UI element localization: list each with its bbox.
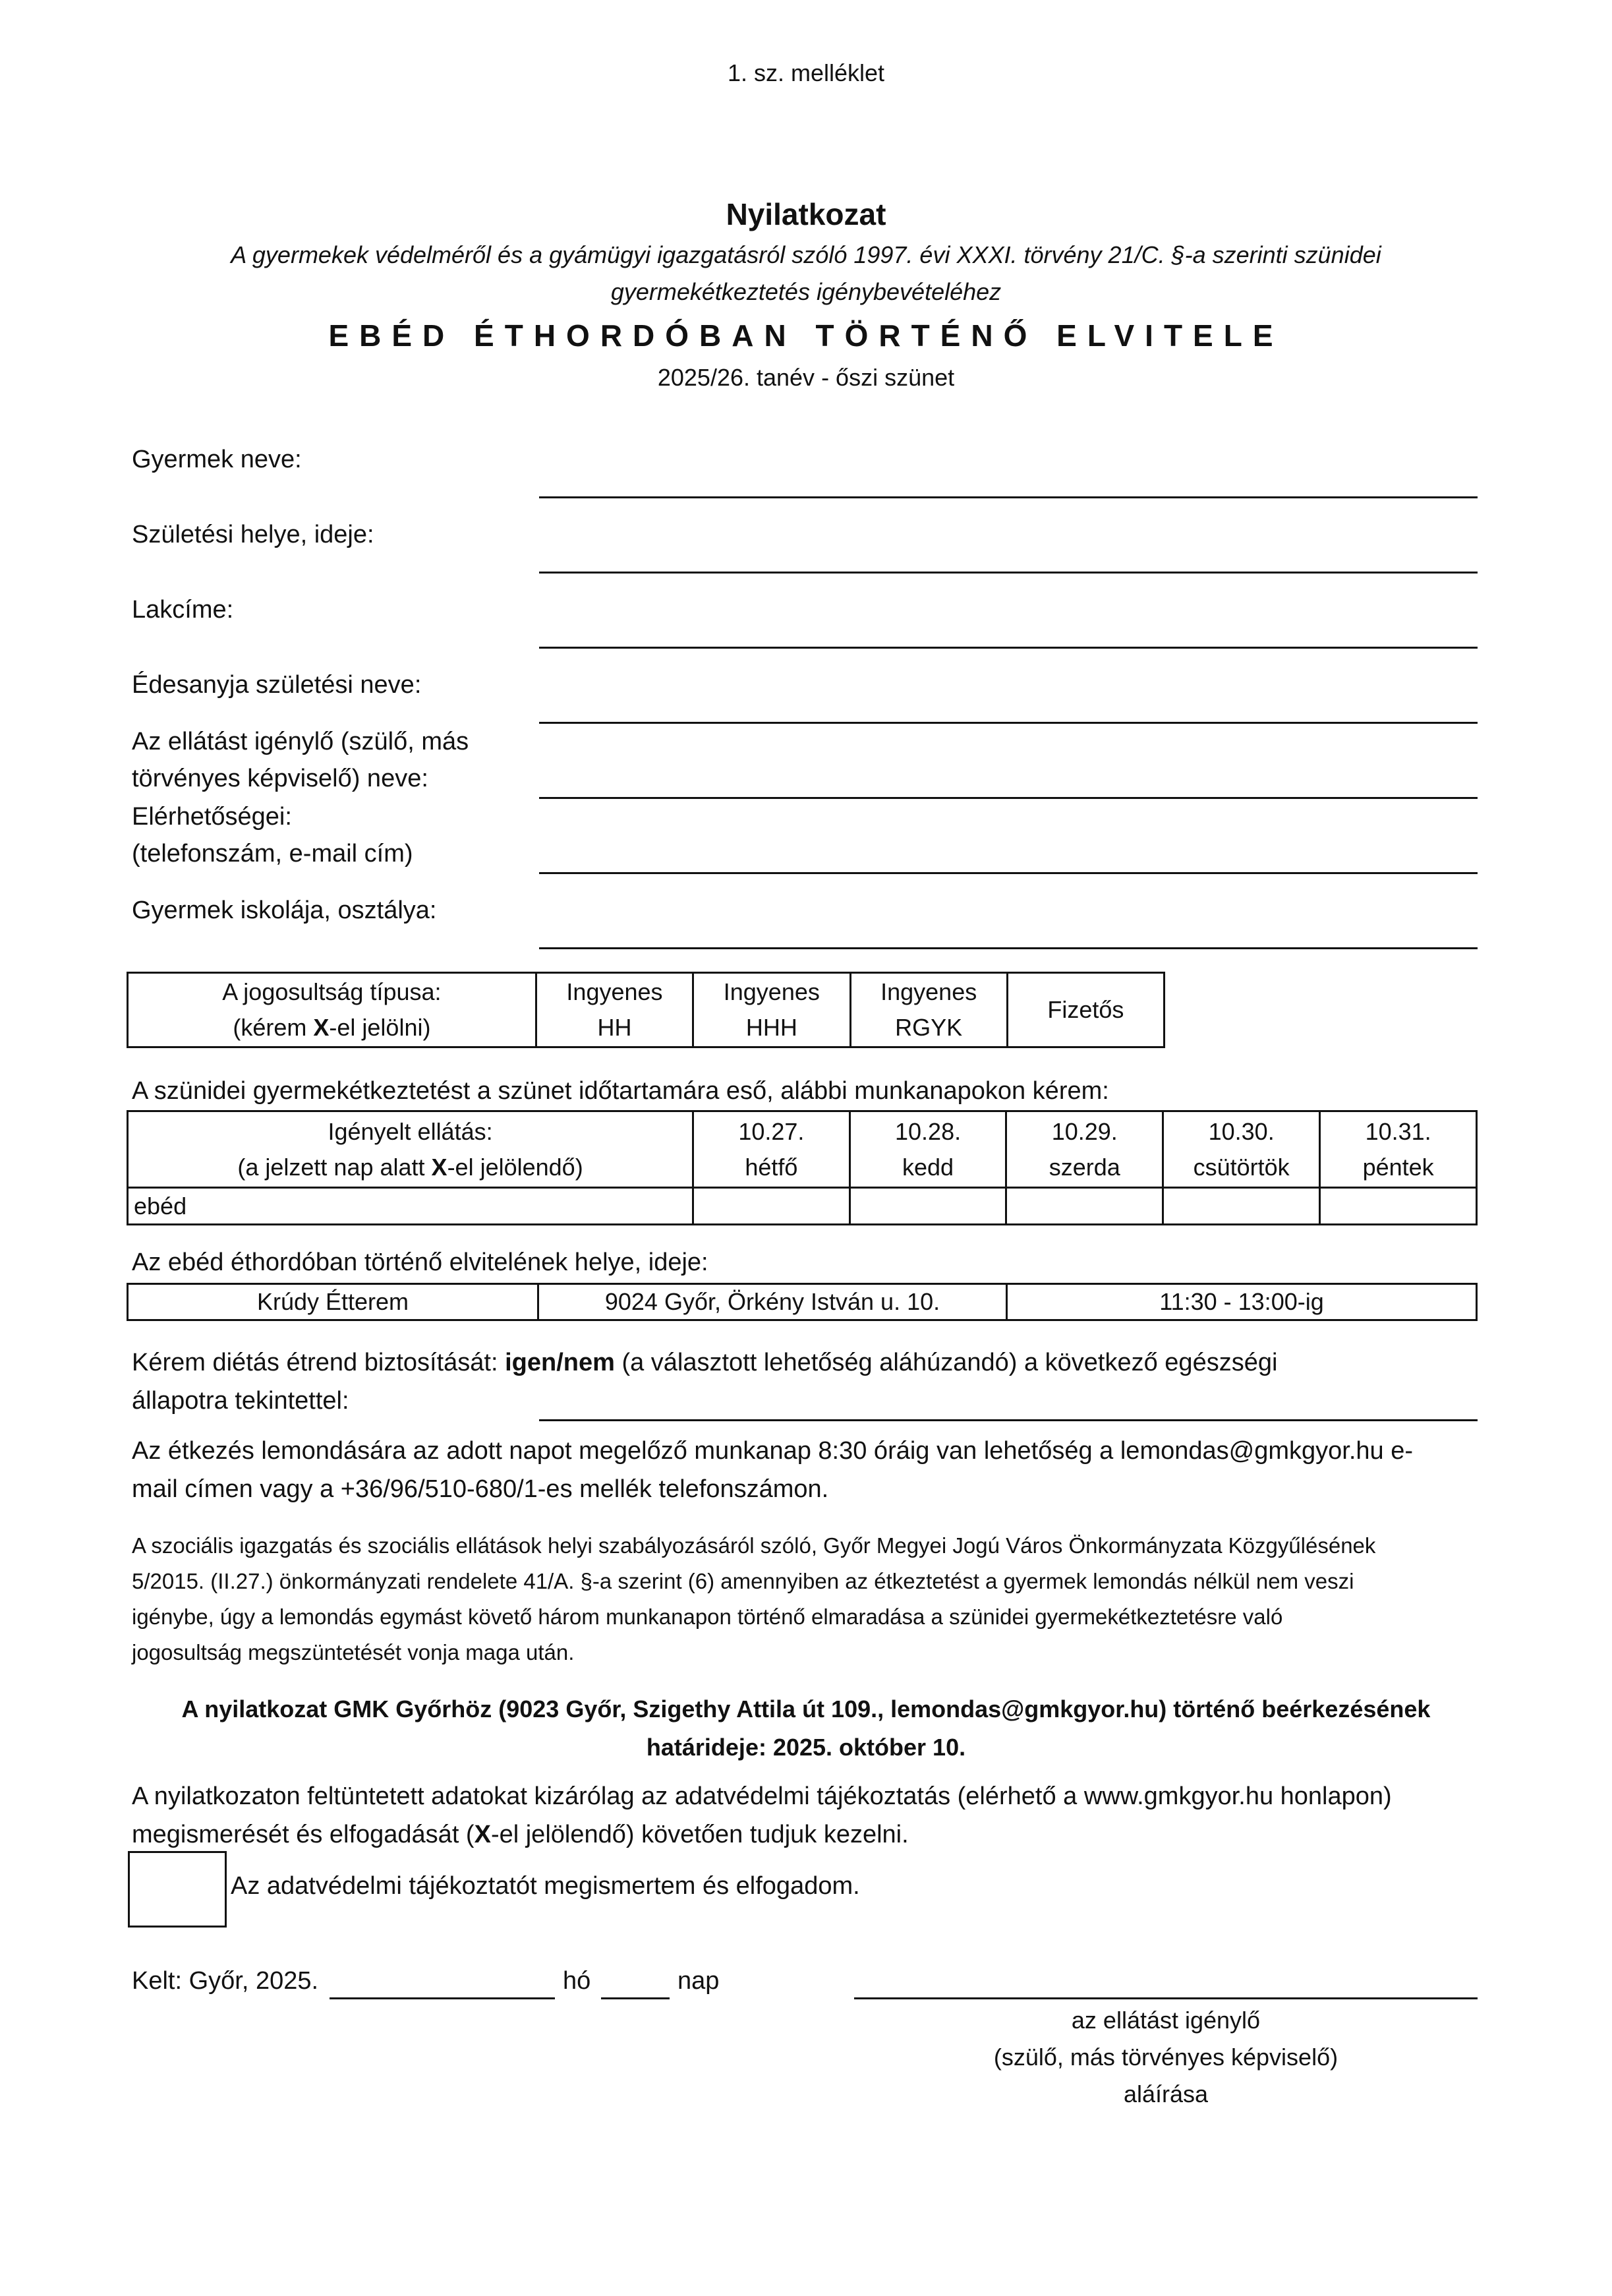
guardian-name-field[interactable] — [539, 797, 1478, 799]
eligibility-label-cell — [128, 973, 536, 1047]
diet-condition-field[interactable] — [539, 1419, 1478, 1421]
date-month-field[interactable] — [330, 1997, 555, 1999]
eligibility-option-hh[interactable]: Ingyenes HH — [536, 973, 693, 1047]
lunch-cell-4[interactable] — [1163, 1188, 1320, 1225]
pickup-time: 11:30 - 13:00-ig — [1007, 1284, 1477, 1320]
label-mother-name: Édesanyja születési neve: — [132, 671, 422, 699]
subtitle-line-1: A gyermekek védelméről és a gyámügyi igazgatásról szóló 1997. évi XXXI. törvény 21/C. §-a szerinti szünidei — [231, 241, 1381, 268]
diet-line-1: Kérem diétás étrend biztosítását: igen/nem (a választott lehetőség aláhúzandó) a következő egészségi — [132, 1349, 1278, 1376]
cancel-line-2: mail címen vagy a +36/96/510-680/1-es mellék telefonszámon. — [132, 1475, 829, 1503]
diet-choice[interactable]: igen/nem — [505, 1349, 615, 1376]
page-title: Nyilatkozat — [726, 197, 886, 231]
days-label-cell: Igényelt ellátás: (a jelzett nap alatt X-el jelölendő) — [128, 1111, 693, 1188]
lunch-cell-1[interactable] — [693, 1188, 850, 1225]
pickup-address: 9024 Győr, Örkény István u. 10. — [538, 1284, 1007, 1320]
label-address: Lakcíme: — [132, 596, 234, 624]
days-intro: A szünidei gyermekétkeztetést a szünet időtartamára eső, alábbi munkanapokon kérem: — [132, 1077, 1109, 1105]
eligibility-option-rgyk[interactable]: Ingyenes RGYK — [850, 973, 1007, 1047]
eligibility-label-2: (kérem X-el jelölni) — [233, 1014, 431, 1041]
legal-line-2: 5/2015. (II.27.) önkormányzati rendelete 41/A. §-a szerint (6) amennyiben az étkeztetést a gyermek lemondás nélkül nem veszi — [132, 1569, 1354, 1593]
signature-caption-1: az ellátást igénylő — [1071, 2007, 1261, 2034]
subtitle-line-2: gyermekétkeztetés igénybevételéhez — [610, 278, 1002, 305]
lunch-cell-5[interactable] — [1320, 1188, 1477, 1225]
address-field[interactable] — [539, 647, 1478, 649]
signature-caption-3: aláírása — [1123, 2080, 1209, 2107]
month-label: hó — [563, 1967, 591, 1995]
child-name-field[interactable] — [539, 496, 1478, 498]
row-label-lunch: ebéd — [128, 1188, 693, 1225]
label-guardian-1: Az ellátást igénylő (szülő, más — [132, 728, 469, 755]
annex-label: 1. sz. melléklet — [727, 59, 885, 86]
pickup-intro: Az ebéd éthordóban történő elvitelének helye, ideje: — [132, 1249, 708, 1276]
eligibility-table — [127, 972, 1165, 1048]
diet-line-2: állapotra tekintettel: — [132, 1387, 349, 1415]
deadline-line-1: A nyilatkozat GMK Győrhöz (9023 Győr, Szigethy Attila út 109., lemondas@gmkgyor.hu) történő beérkezésének — [181, 1695, 1431, 1722]
label-contact-2: (telefonszám, e-mail cím) — [132, 840, 413, 868]
day-header-5: 10.31. péntek — [1320, 1111, 1477, 1188]
eligibility-option-paid[interactable]: Fizetős — [1007, 973, 1164, 1047]
label-guardian-2: törvényes képviselő) neve: — [132, 765, 428, 792]
date-day-field[interactable] — [601, 1997, 670, 1999]
mother-name-field[interactable] — [539, 722, 1478, 724]
signature-caption-2: (szülő, más törvényes képviselő) — [993, 2044, 1339, 2071]
legal-line-4: jogosultság megszüntetését vonja maga után. — [132, 1640, 575, 1664]
day-header-2: 10.28. kedd — [849, 1111, 1006, 1188]
privacy-line-2: megismerését és elfogadását (X-el jelölendő) követően tudjuk kezelni. — [132, 1821, 909, 1848]
consent-checkbox[interactable] — [128, 1851, 227, 1928]
label-child-name: Gyermek neve: — [132, 446, 302, 473]
signature-field[interactable] — [854, 1997, 1478, 1999]
label-birth: Születési helye, ideje: — [132, 521, 374, 548]
school-field[interactable] — [539, 947, 1478, 949]
pickup-place: Krúdy Étterem — [128, 1284, 538, 1320]
school-year: 2025/26. tanév - őszi szünet — [657, 364, 955, 391]
pickup-table — [127, 1283, 1478, 1321]
section-heading: EBÉD ÉTHORDÓBAN TÖRTÉNŐ ELVITELE — [328, 318, 1284, 353]
birth-field[interactable] — [539, 572, 1478, 574]
privacy-line-1: A nyilatkozaton feltüntetett adatokat kizárólag az adatvédelmi tájékoztatás (elérhető a www.gmkgyor.hu honlapon) — [132, 1782, 1392, 1810]
day-header-4: 10.30. csütörtök — [1163, 1111, 1320, 1188]
deadline-line-2: határideje: 2025. október 10. — [646, 1734, 966, 1761]
contact-field[interactable] — [539, 872, 1478, 874]
legal-line-1: A szociális igazgatás és szociális ellátások helyi szabályozásáról szóló, Győr Megyei Jogú Város Önkormányzata Közgyűlésének — [132, 1533, 1376, 1558]
eligibility-option-hhh[interactable]: Ingyenes HHH — [693, 973, 850, 1047]
kelt-label: Kelt: Győr, 2025. — [132, 1967, 319, 1995]
legal-line-3: igénybe, úgy a lemondás egymást követő három munkanapon történő elmaradása a szünidei gyermekétkeztetésre való — [132, 1604, 1283, 1629]
cancel-line-1: Az étkezés lemondására az adott napot megelőző munkanap 8:30 óráig van lehetőség a lemondas@gmkgyor.hu e- — [132, 1437, 1413, 1465]
lunch-cell-2[interactable] — [849, 1188, 1006, 1225]
consent-label: Az adatvédelmi tájékoztatót megismertem és elfogadom. — [231, 1872, 860, 1900]
days-table — [127, 1110, 1478, 1225]
label-contact-1: Elérhetőségei: — [132, 803, 292, 831]
eligibility-label-1: A jogosultság típusa: — [222, 978, 442, 1005]
day-header-1: 10.27. hétfő — [693, 1111, 850, 1188]
day-header-3: 10.29. szerda — [1006, 1111, 1163, 1188]
day-label: nap — [677, 1967, 720, 1995]
lunch-cell-3[interactable] — [1006, 1188, 1163, 1225]
label-school: Gyermek iskolája, osztálya: — [132, 897, 437, 924]
